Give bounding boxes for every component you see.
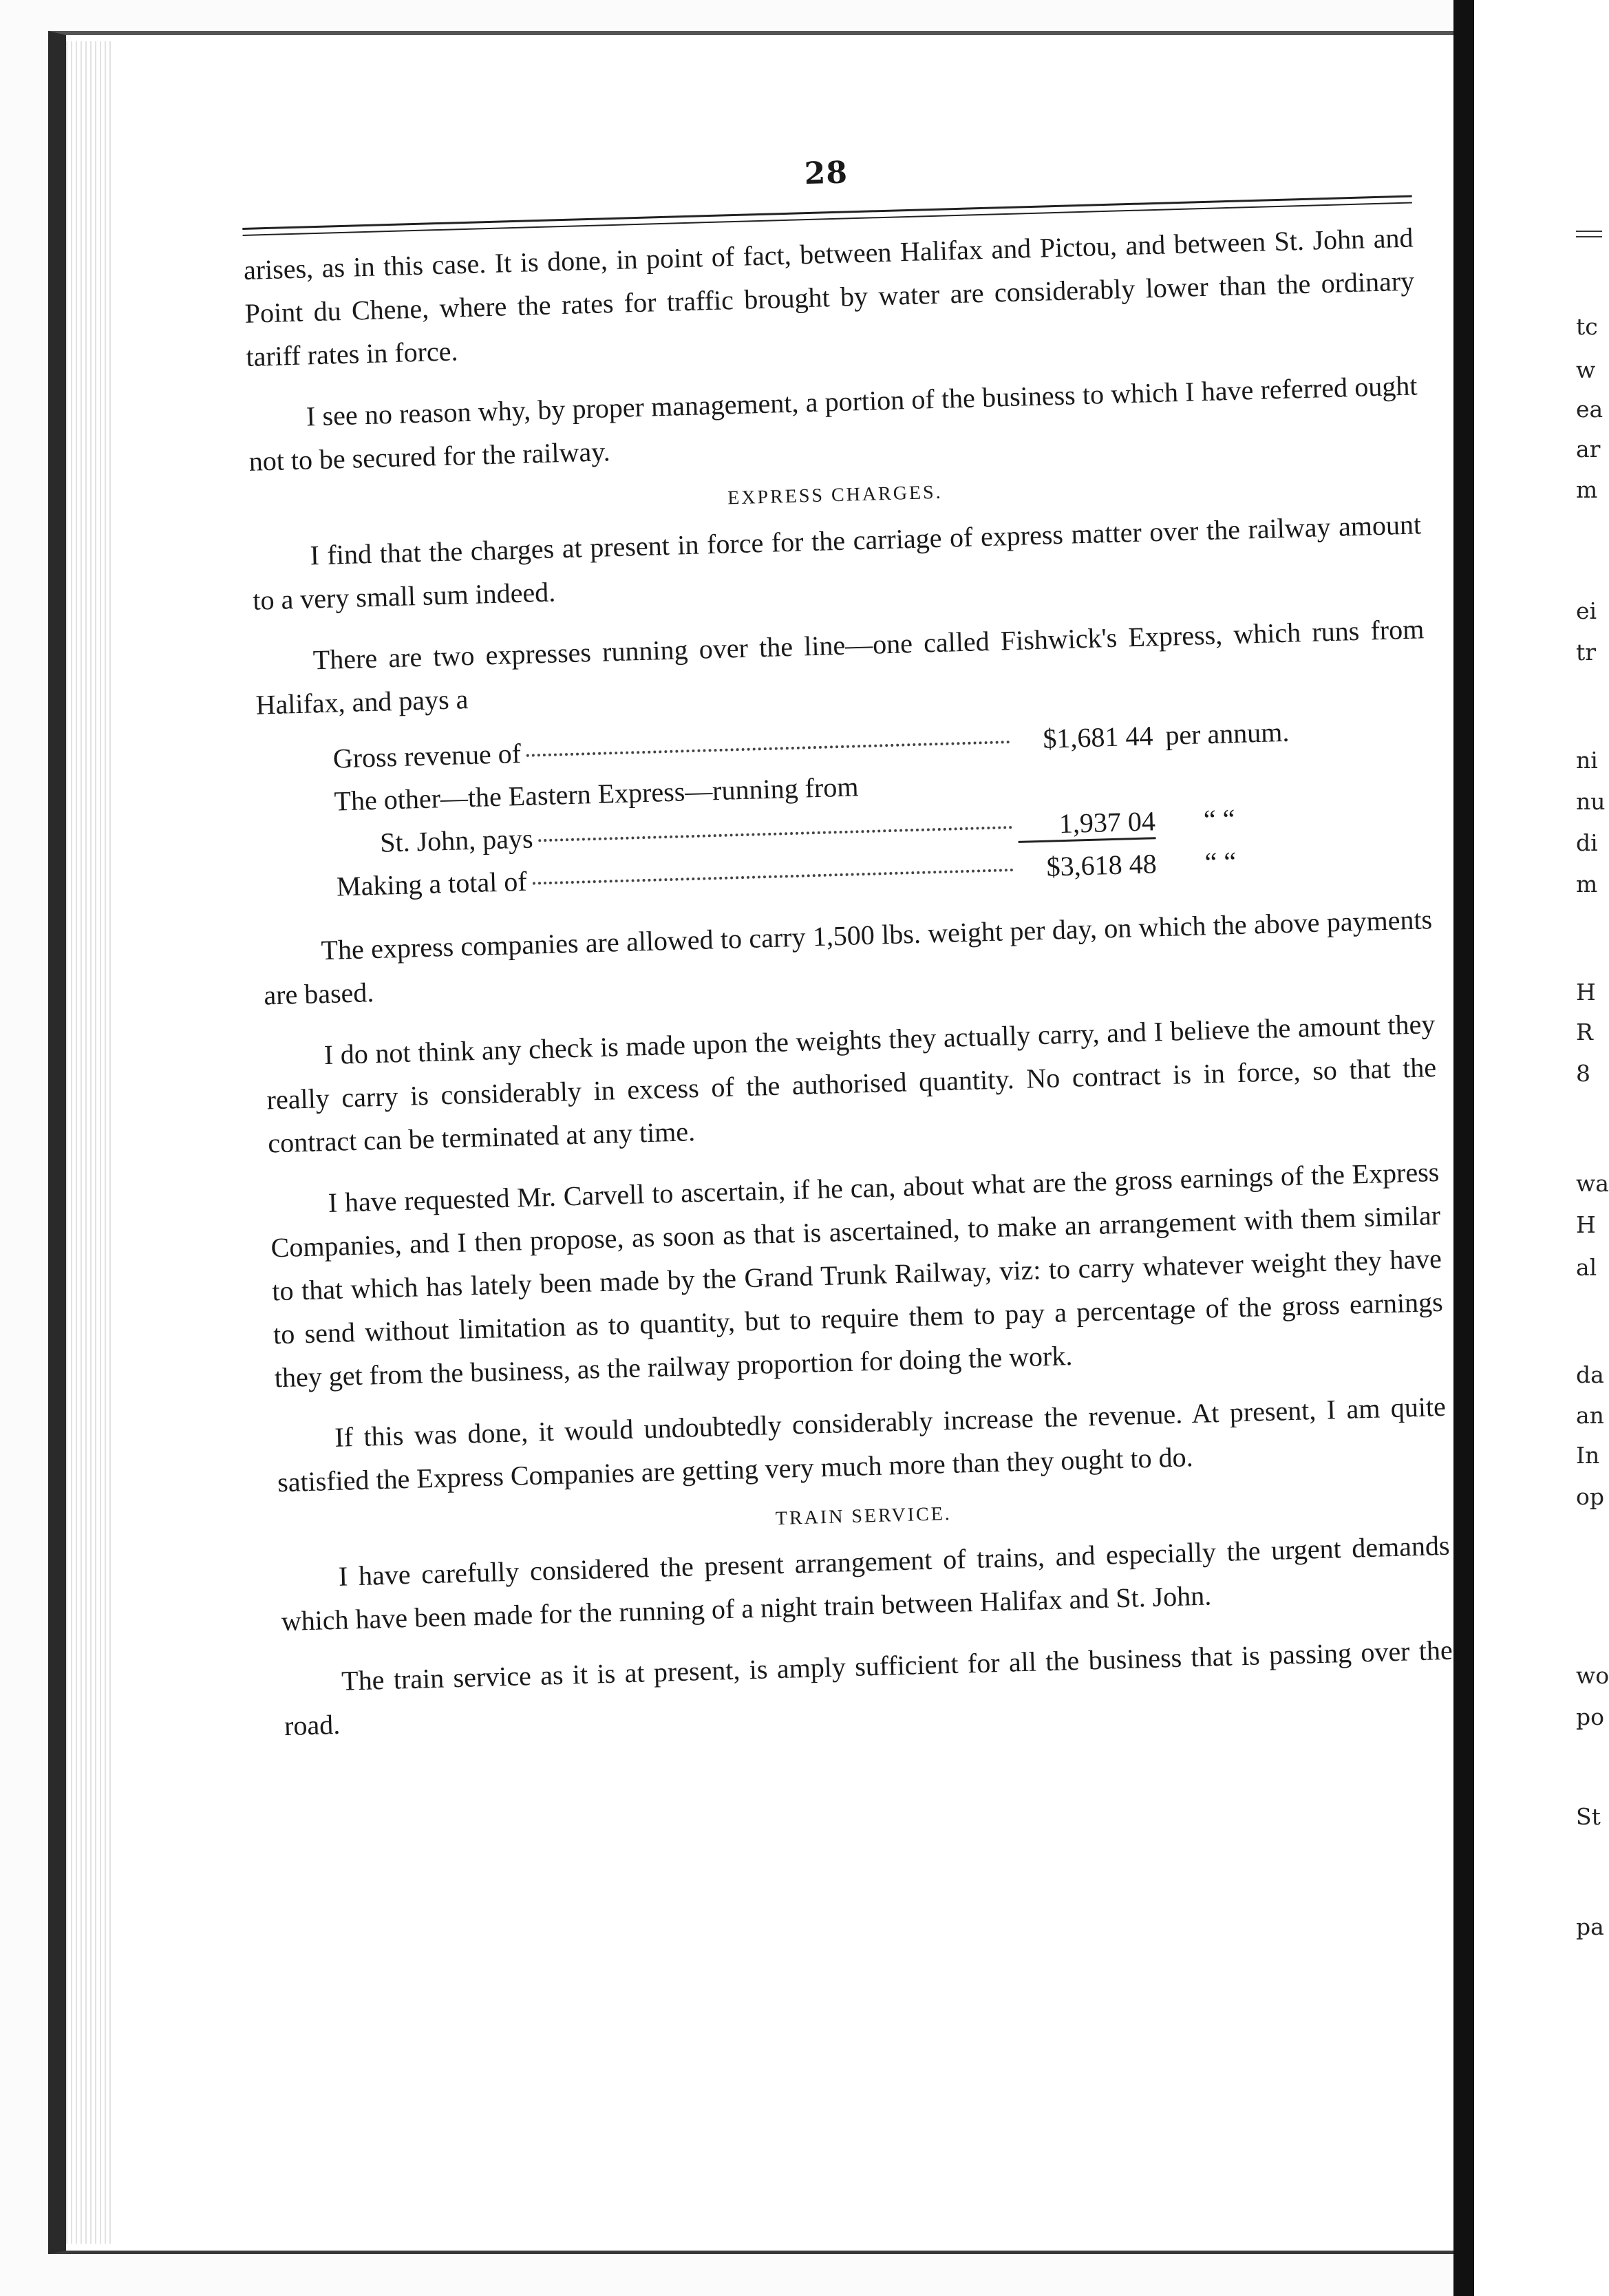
facing-page-fragment: an bbox=[1576, 1402, 1604, 1429]
facing-page-fragment: po bbox=[1576, 1703, 1604, 1730]
facing-page-fragment: da bbox=[1576, 1361, 1604, 1388]
facing-page-fragment: op bbox=[1576, 1483, 1604, 1510]
facing-page-fragment: ei bbox=[1576, 597, 1597, 624]
ledger-label: Making a total of bbox=[336, 865, 528, 902]
revenue-ledger bbox=[257, 712, 1431, 915]
ledger-amount: $3,618 48 bbox=[1046, 848, 1158, 882]
paragraph-weight-check: I do not think any check is made upon the weights they actually carry, and I believe the amount they really carry is considerably in excess of the authorised quantity. No contract is in force, so that the contract can be terminated at any time. bbox=[266, 1008, 1437, 1159]
facing-page-fragment: wa bbox=[1576, 1170, 1609, 1197]
page-edges bbox=[66, 41, 114, 2244]
facing-page-fragment: ea bbox=[1576, 396, 1603, 423]
facing-page bbox=[1474, 0, 1602, 2296]
paragraph-continuation: arises, as in this case. It is done, in point of fact, between Halifax and Pictou, and between St. John and Point du Chene, where the rates for traffic brought by water are considerably lower than the ordinary tariff rates in force. bbox=[243, 222, 1415, 372]
leader-dots bbox=[538, 826, 1012, 842]
leader-dots bbox=[526, 741, 1010, 757]
facing-page-fragment: St bbox=[1576, 1803, 1601, 1830]
ledger-amount: $1,681 44 bbox=[1042, 720, 1154, 754]
facing-page-fragment: w bbox=[1576, 357, 1596, 383]
facing-page-fragment: di bbox=[1576, 829, 1598, 856]
facing-page-fragment: al bbox=[1576, 1254, 1597, 1281]
facing-page-fragment: nu bbox=[1576, 788, 1606, 815]
facing-page-fragment: H bbox=[1576, 1211, 1596, 1238]
paragraph-weight-allowance: The express companies are allowed to carry 1,500 lbs. weight per day, on which the above payments are based. bbox=[263, 904, 1433, 1011]
ledger-label: Gross revenue of bbox=[332, 737, 522, 774]
ledger-label: St. John, pays bbox=[379, 822, 534, 858]
facing-page-fragment: wo bbox=[1576, 1662, 1609, 1689]
ledger-unit: per annum. bbox=[1164, 716, 1290, 751]
book-gutter bbox=[1453, 0, 1474, 2296]
paragraph-train-sufficient: The train service as it is at present, is amply sufficient for all the business that is passing over the road. bbox=[284, 1634, 1453, 1742]
facing-page-fragment: In bbox=[1576, 1442, 1600, 1469]
facing-page-fragment: m bbox=[1576, 476, 1598, 503]
facing-page-fragment: H bbox=[1576, 979, 1596, 1006]
facing-page-fragment: ar bbox=[1576, 436, 1601, 463]
facing-page-fragment: ni bbox=[1576, 747, 1598, 774]
facing-page-fragment: 8 bbox=[1576, 1060, 1590, 1087]
paragraph-two-expresses: There are two expresses running over the line—one called Fishwick's Express, which runs from Halifax, and pays a bbox=[255, 613, 1425, 721]
ledger-amount: 1,937 04 bbox=[1017, 805, 1155, 843]
section-heading-train-service: TRAIN SERVICE. bbox=[775, 1502, 952, 1530]
section-heading-express-charges: EXPRESS CHARGES. bbox=[727, 481, 944, 509]
page-number: 28 bbox=[804, 155, 849, 192]
paragraph-revenue-increase: If this was done, it would undoubtedly considerably increase the revenue. At present, I am quite satisfied the Express Companies are getting very much more than they ought to do. bbox=[277, 1390, 1447, 1498]
paragraph-night-train: I have carefully considered the present arrangement of trains, and especially the urgent demands which have been made for the running of a night train between Halifax and St. John. bbox=[281, 1529, 1451, 1637]
ditto-marks: “ “ bbox=[1204, 846, 1237, 878]
facing-page-fragment: tr bbox=[1576, 639, 1597, 666]
paragraph-management: I see no reason why, by proper management, a portion of the business to which I have referred ought not to be secured for the railway. bbox=[248, 370, 1418, 477]
ditto-marks: “ “ bbox=[1203, 803, 1236, 836]
page-content bbox=[241, 140, 1455, 1766]
paragraph-carvell-request: I have requested Mr. Carvell to ascertain, if he can, about what are the gross earnings of the Express Companies, and I then propose, as soon as that is ascertained, to make an arrangement with them similar to that which has lately been made by the Grand Trunk Railway, viz: to carry whatever weight they have to send without limitation as to quantity, but to require them to pay a percentage of the gross earnings they get from the business, as the railway proportion for doing the work. bbox=[270, 1156, 1444, 1394]
facing-page-rule bbox=[1576, 231, 1602, 237]
facing-page-fragment: pa bbox=[1576, 1913, 1604, 1940]
facing-page-fragment: R bbox=[1576, 1019, 1593, 1045]
facing-page-fragment: m bbox=[1576, 871, 1598, 897]
paragraph-express-charges: I find that the charges at present in force for the carriage of express matter over the railway amount to a very small sum indeed. bbox=[252, 509, 1422, 616]
ledger-label: The other—the Eastern Express—running from bbox=[333, 771, 859, 817]
facing-page-fragment: tc bbox=[1576, 313, 1598, 340]
leader-dots bbox=[533, 869, 1014, 885]
